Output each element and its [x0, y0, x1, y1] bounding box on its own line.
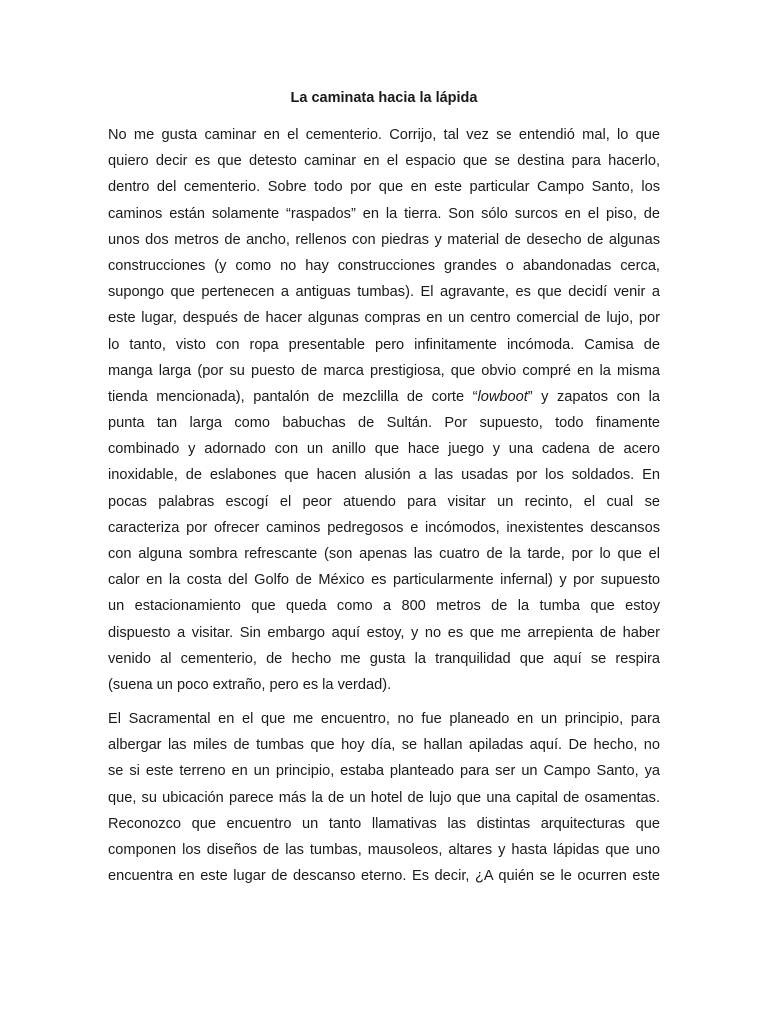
text-fragment: ” y zapatos con la: [527, 388, 660, 405]
text-line: lo tanto, visto con ropa presentable pero infinitamente incómoda. Camisa de: [108, 336, 660, 353]
text-line: calor en la costa del Golfo de México es particularmente infernal) y por supuesto: [108, 572, 660, 589]
text-fragment: tienda mencionada), pantalón de mezclilla de corte “: [108, 388, 478, 405]
text-line: pocas palabras escogí el peor atuendo para visitar un recinto, el cual se: [108, 493, 660, 510]
text-line: con alguna sombra refrescante (son apenas las cuatro de la tarde, por lo que el: [108, 546, 660, 562]
text-line: combinado y adornado con un anillo que hace juego y una cadena de acero: [108, 441, 660, 458]
text-line: caminos están solamente “raspados” en la tierra. Son sólo surcos en el piso, de: [108, 205, 660, 222]
text-line: dispuesto a visitar. Sin embargo aquí estoy, y no es que me arrepienta de haber: [108, 624, 660, 641]
document-title: La caminata hacia la lápida: [290, 90, 478, 106]
paragraph-1: [108, 122, 660, 698]
text-line: venido al cementerio, de hecho me gusta la tranquilidad que aquí se respira: [108, 650, 660, 667]
text-line-with-italic: [108, 384, 660, 410]
text-line: que, su ubicación parece más la de un hotel de lujo que una capital de osamentas.: [108, 789, 660, 806]
text-line: un estacionamiento que queda como a 800 metros de la tumba que estoy: [108, 598, 660, 615]
text-line: encuentra en este lugar de descanso eterno. Es decir, ¿A quién se le ocurren este: [108, 868, 660, 885]
text-line: inoxidable, de eslabones que hacen alusión a las usadas por los soldados. En: [108, 467, 660, 484]
text-line: albergar las miles de tumbas que hoy día, se hallan apiladas aquí. De hecho, no: [108, 737, 660, 754]
text-line: quiero decir es que detesto caminar en el espacio que se destina para hacerlo,: [108, 153, 660, 170]
text-line: dentro del cementerio. Sobre todo por que en este particular Campo Santo, los: [108, 179, 660, 196]
italic-term: lowboot: [477, 388, 528, 405]
text-line: manga larga (por su puesto de marca prestigiosa, que obvio compré en la misma: [108, 362, 660, 379]
text-line: construcciones (y como no hay construcciones grandes o abandonadas cerca,: [108, 257, 660, 274]
text-line: caracteriza por ofrecer caminos pedregosos e incómodos, inexistentes descansos: [108, 519, 660, 536]
text-line: este lugar, después de hacer algunas compras en un centro comercial de lujo, por: [108, 310, 660, 327]
text-line: No me gusta caminar en el cementerio. Corrijo, tal vez se entendió mal, lo que: [108, 127, 660, 143]
text-line: Reconozco que encuentro un tanto llamativas las distintas arquitecturas que: [108, 815, 660, 832]
text-line: supongo que pertenecen a antiguas tumbas). El agravante, es que decidí venir a: [108, 284, 660, 301]
text-line: componen los diseños de las tumbas, mausoleos, altares y hasta lápidas que uno: [108, 841, 660, 858]
paragraph-2: [108, 706, 660, 889]
text-line: se si este terreno en un principio, estaba planteado para ser un Campo Santo, ya: [108, 763, 660, 780]
text-line: unos dos metros de ancho, rellenos con piedras y material de desecho de algunas: [108, 231, 660, 248]
text-line: (suena un poco extraño, pero es la verdad).: [108, 676, 392, 693]
text-line: El Sacramental en el que me encuentro, no fue planeado en un principio, para: [108, 711, 660, 727]
text-line: punta tan larga como babuchas de Sultán. Por supuesto, todo finamente: [108, 415, 660, 432]
